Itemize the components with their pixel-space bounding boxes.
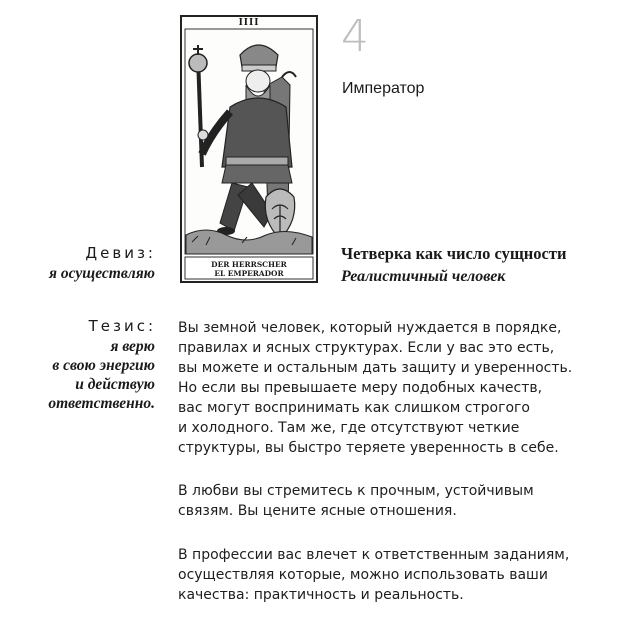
paragraph-profession — [178, 545, 569, 605]
section-title: Четверка как число сущности — [341, 244, 567, 263]
arcana-number: 4 — [341, 11, 369, 62]
card-caption-german: DER HERRSCHER — [211, 260, 287, 269]
motto-text: я осуществляю — [49, 265, 155, 282]
card-caption — [182, 260, 316, 278]
paragraph-line: вас могут воспринимать как слишком строгого — [178, 400, 530, 416]
tarot-card-emperor — [180, 15, 318, 283]
thesis-line: в свою энергию — [52, 357, 155, 374]
card-numeral: IIII — [238, 18, 260, 28]
paragraph-line: структуры, вы быстро теряете уверенность в себе. — [178, 440, 559, 456]
section-subtitle: Реалистичный человек — [341, 268, 506, 285]
motto-label: Девиз: — [85, 244, 156, 262]
thesis-text — [48, 337, 155, 413]
paragraph-line: В профессии вас влечет к ответственным заданиям, — [178, 547, 570, 563]
emperor-illustration — [182, 17, 316, 281]
thesis-label: Тезис: — [88, 317, 156, 335]
thesis-line: я верю — [110, 338, 155, 355]
thesis-line: ответственно. — [48, 395, 155, 412]
paragraph-love — [178, 481, 534, 521]
arcana-name: Император — [342, 80, 425, 97]
paragraph-line: осуществляя которые, можно использовать ваши — [178, 567, 548, 583]
paragraph-line: и холодного. Там же, где отсутствуют четкие — [178, 420, 520, 436]
card-caption-spanish: EL EMPERADOR — [214, 269, 284, 278]
paragraph-line: качества: практичность и реальность. — [178, 587, 464, 603]
paragraph-line: Но если вы превышаете меру подобных качеств, — [178, 380, 543, 396]
paragraph-line: вы можете и остальным дать защиту и уверенность. — [178, 360, 573, 376]
thesis-line: и действую — [75, 376, 155, 393]
paragraph-line: правилах и ясных структурах. Если у вас это есть, — [178, 340, 555, 356]
paragraph-line: В любви вы стремитесь к прочным, устойчивым — [178, 483, 534, 499]
paragraph-line: Вы земной человек, который нуждается в порядке, — [178, 320, 562, 336]
paragraph-character — [178, 318, 572, 458]
paragraph-line: связям. Вы цените ясные отношения. — [178, 503, 457, 519]
